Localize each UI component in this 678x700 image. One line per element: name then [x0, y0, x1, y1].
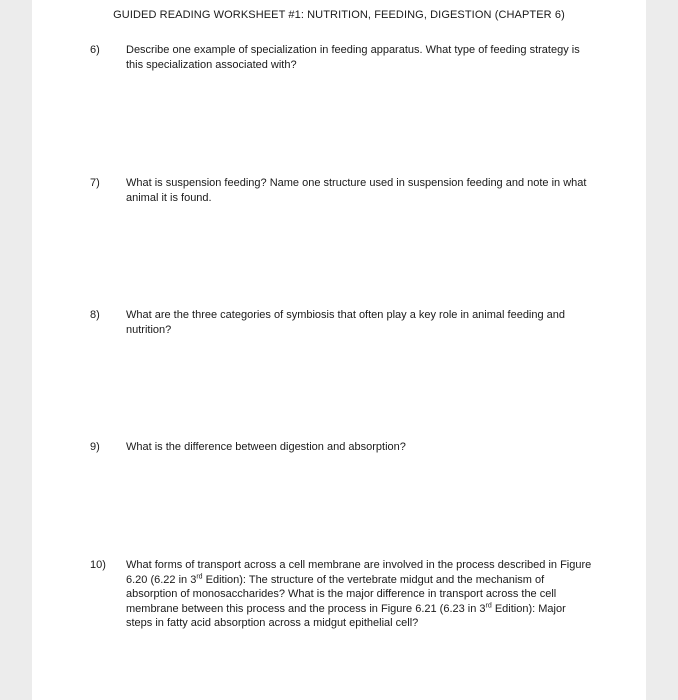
question-text-part: What forms of transport across a cell membrane are involved in the process described in Figure 6.20 (6.22 in 3 [126, 559, 592, 586]
question-text: What are the three categories of symbiosis that often play a key role in animal feeding and nutrition? [126, 309, 566, 336]
question-text: Describe one example of specialization in feeding apparatus. What type of feeding strategy is this specialization associated with? [126, 44, 580, 71]
question-number: 8) [90, 309, 100, 321]
question-text-part: Edition): Major steps in fatty acid absorption across a midgut epithelial cell? [126, 602, 566, 630]
question-number: 6) [90, 44, 100, 56]
worksheet-page [32, 0, 646, 700]
question-text-part: Edition): The structure of the vertebrate midgut and the mechanism of absorption of monosaccharides? What is the major difference in transport across the cell membrane between this process and the process in Figure 6.21 (6.23 in 3 [126, 573, 557, 615]
question-text [126, 558, 592, 631]
question-number: 9) [90, 441, 100, 453]
question-text: What is suspension feeding? Name one structure used in suspension feeding and note in what animal it is found. [126, 177, 587, 204]
worksheet-title: GUIDED READING WORKSHEET #1: NUTRITION, FEEDING, DIGESTION (CHAPTER 6) [113, 9, 565, 21]
ordinal-suffix: rd [485, 602, 492, 610]
question-number: 10) [90, 559, 106, 571]
ordinal-suffix: rd [196, 572, 203, 580]
question-text: What is the difference between digestion and absorption? [126, 441, 406, 453]
question-number: 7) [90, 177, 100, 189]
